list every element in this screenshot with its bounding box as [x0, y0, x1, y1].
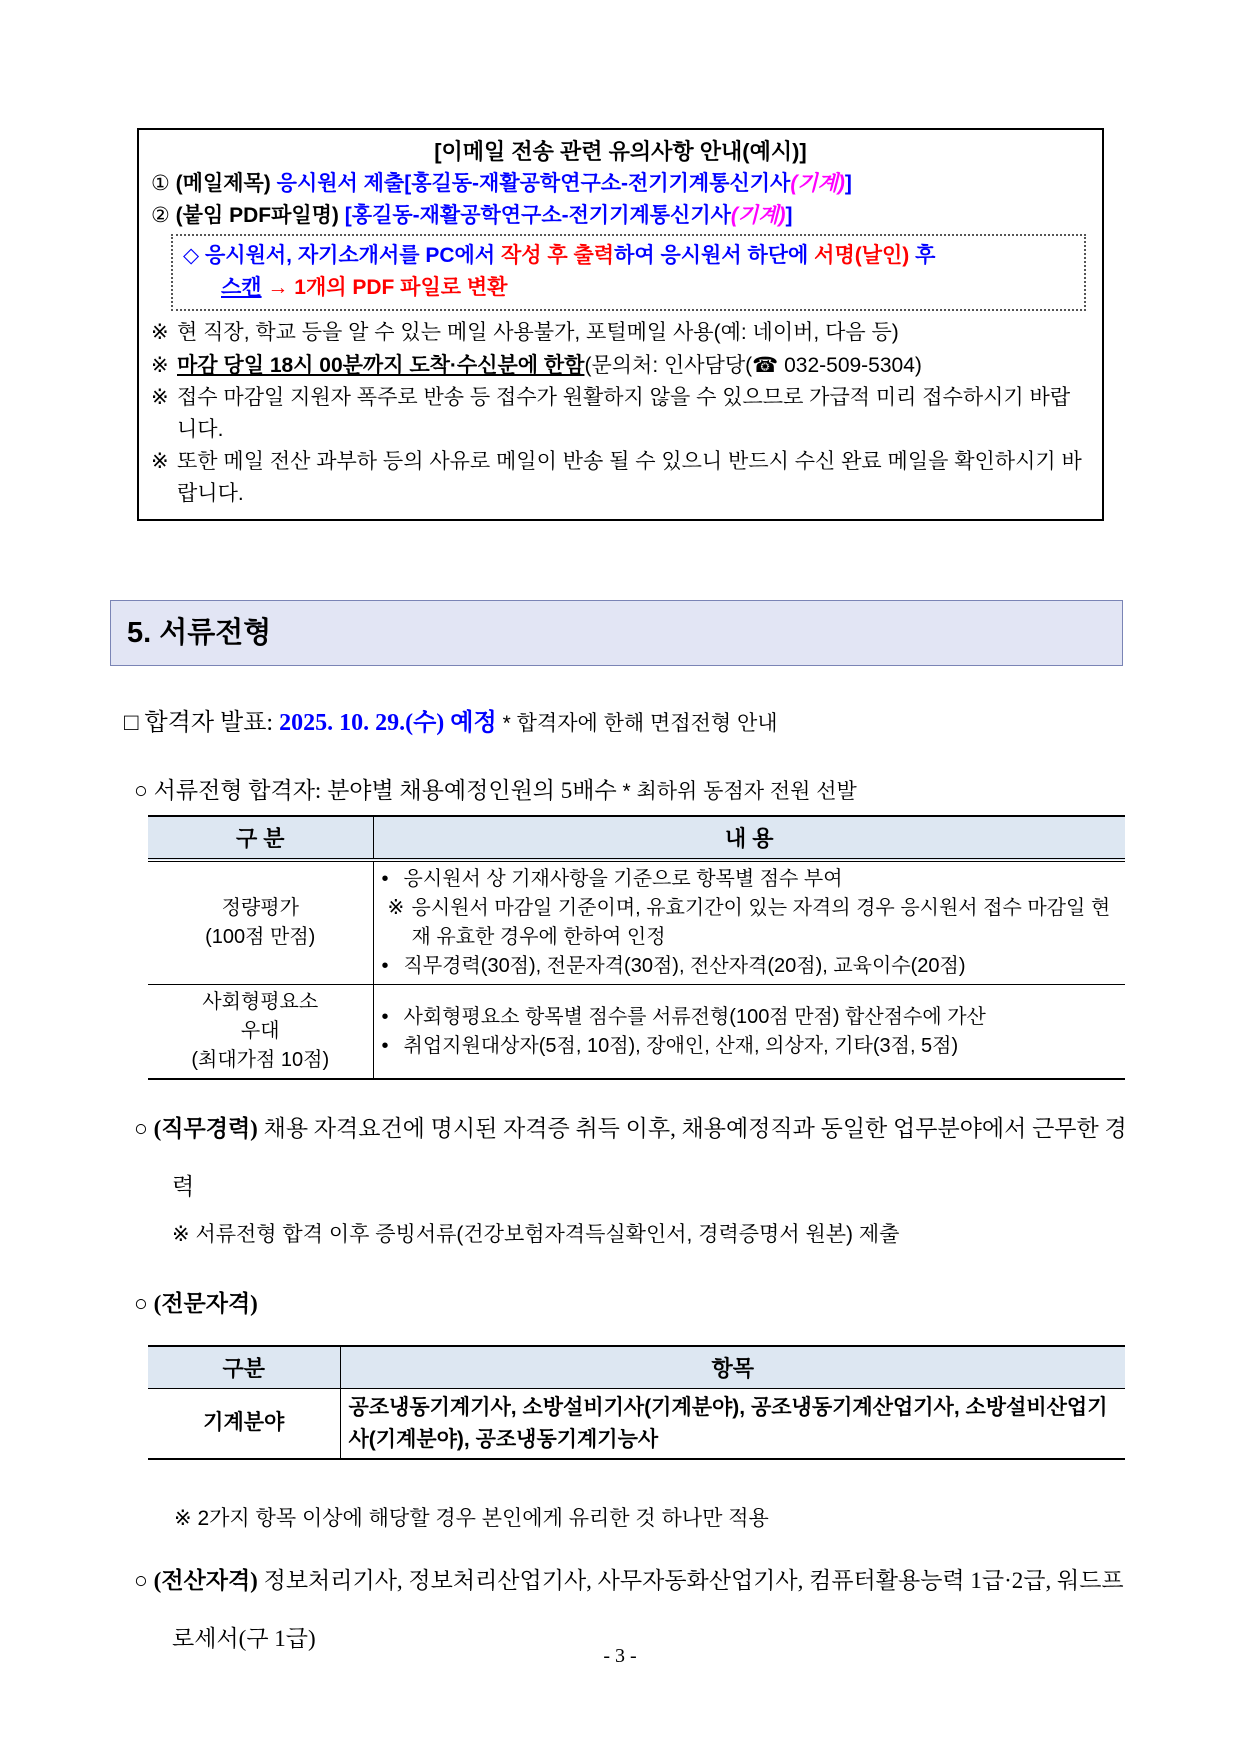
- bullet-icon: •: [381, 955, 389, 977]
- email-note-3-text: 접수 마감일 지원자 폭주로 반송 등 접수가 원활하지 않을 수 있으므로 가급적 미리 접수하시기 바랍니다.: [177, 386, 1071, 441]
- table-row-quantitative: [148, 860, 1125, 985]
- pass-announcement-line: [124, 702, 1144, 737]
- job-experience-note-text: 서류전형 합격 이후 증빙서류(건강보험자격득실확인서, 경력증명서 원본) 제출: [195, 1223, 900, 1246]
- contact-info: (문의처: 인사담당(☎ 032-509-5304): [584, 353, 922, 377]
- category-line: 우대: [240, 1020, 280, 1042]
- category-line: 사회형평요소: [202, 991, 319, 1013]
- email-box-title: [이메일 전송 관련 유의사항 안내(예시)]: [434, 139, 807, 164]
- professional-cert-header-row: [148, 1346, 1125, 1389]
- announcement-note: * 합격자에 한해 면접전형 안내: [502, 712, 778, 735]
- circle-bullet: ○: [134, 1116, 148, 1141]
- table-row-machine-field: [148, 1389, 1125, 1460]
- professional-cert-heading: [134, 1285, 258, 1318]
- job-experience-note: [172, 1218, 1132, 1248]
- circle-bullet: ○: [134, 778, 148, 803]
- pdf-instruction-line2: [183, 272, 1074, 304]
- social-equity-content-cell: [373, 985, 1125, 1080]
- page-number: - 3 -: [603, 1645, 637, 1667]
- machine-field-category-cell: 기계분야: [148, 1389, 340, 1460]
- reference-mark: ※: [387, 897, 405, 919]
- email-subject-line: [151, 168, 1090, 200]
- circle-bullet: ○: [134, 1291, 148, 1316]
- email-note-4: [151, 446, 1090, 509]
- item1-bracket: ]: [844, 172, 852, 195]
- email-note-2: [151, 350, 1090, 382]
- email-note-2-text: [177, 350, 1090, 382]
- email-notice-box: [137, 128, 1104, 521]
- bullet-icon: •: [381, 1034, 389, 1057]
- section-title: 5. 서류전형: [127, 617, 272, 649]
- reference-mark: ※: [172, 1223, 190, 1246]
- professional-cert-label: (전문자격): [153, 1291, 258, 1316]
- quantitative-category-cell: [148, 860, 373, 985]
- email-note-1-text: 현 직장, 학교 등을 알 수 있는 메일 사용불가, 포털메일 사용(예: 네이버, 다음 등): [177, 321, 899, 344]
- pass-criteria-note: * 최하위 동점자 전원 선발: [622, 780, 857, 803]
- item1-value: 응시원서 제출[홍길동-재활공학연구소-전기기계통신기사: [276, 172, 791, 195]
- announcement-label: 합격자 발표:: [144, 710, 274, 736]
- content-item: [382, 1032, 1118, 1061]
- content-item-text: 취업지원대상자(5점, 10점), 장애인, 산재, 의상자, 기타(3점, 5점): [403, 1034, 959, 1057]
- item2-value: [홍길동-재활공학연구소-전기기계통신기사: [344, 203, 731, 227]
- professional-cert-table: [148, 1345, 1125, 1460]
- instruction-seg-5: 후: [915, 244, 936, 267]
- section-title-bar: [110, 600, 1123, 666]
- bullet-icon: •: [381, 868, 389, 890]
- email-note-1: [151, 317, 1090, 349]
- instruction-seg-4: 서명(날인): [814, 244, 910, 267]
- evaluation-table-header-row: [148, 816, 1125, 860]
- reference-mark: ※: [174, 1507, 192, 1530]
- category-line: (100점 만점): [205, 926, 316, 948]
- item2-bracket: ]: [785, 203, 793, 227]
- job-experience-text: 채용 자격요건에 명시된 자격증 취득 이후, 채용예정직과 동일한 업무분야에서 근무한 경력: [172, 1116, 1127, 1199]
- job-experience-label: (직무경력): [153, 1116, 258, 1141]
- item1-category: (기계): [790, 172, 845, 195]
- bullet-icon: •: [381, 1005, 389, 1028]
- scan-segment: 스캔: [221, 275, 262, 299]
- cert-header-items: 항목: [340, 1346, 1125, 1389]
- eval-header-category: 구 분: [148, 816, 373, 860]
- category-line: 정량평가: [221, 897, 299, 919]
- machine-field-items-cell: 공조냉동기계기사, 소방설비기사(기계분야), 공조냉동기계산업기사, 소방설비산업기사(기계분야), 공조냉동기계기능사: [340, 1389, 1125, 1460]
- reference-mark: ※: [151, 386, 169, 409]
- email-note-4-text: 또한 메일 전산 과부하 등의 사유로 메일이 반송 될 수 있으니 반드시 수신 완료 메일을 확인하시기 바랍니다.: [177, 450, 1082, 505]
- announcement-date: 2025. 10. 29.(수) 예정: [279, 710, 497, 736]
- cert-header-category: 구분: [148, 1346, 340, 1389]
- email-note-3: [151, 382, 1090, 445]
- quantitative-content-cell: [373, 860, 1125, 985]
- square-bullet: □: [124, 710, 139, 736]
- reference-mark: ※: [151, 353, 169, 377]
- pass-criteria-text: 서류전형 합격자: 분야별 채용예정인원의 5배수: [153, 778, 617, 803]
- reference-mark: ※: [151, 321, 169, 344]
- item1-number: ①: [151, 172, 170, 195]
- arrow-icon: →: [267, 275, 289, 299]
- item1-label: (메일제목): [175, 172, 271, 195]
- instruction-seg-3: 하여 응시원서 하단에: [614, 244, 809, 267]
- content-item: [382, 952, 1118, 981]
- item2-label: (붙임 PDF파일명): [175, 203, 339, 227]
- professional-cert-note: [174, 1502, 1114, 1532]
- category-line: (최대가점 10점): [191, 1049, 330, 1071]
- job-experience-paragraph: [134, 1100, 1139, 1215]
- computer-cert-label: (전산자격): [153, 1568, 258, 1593]
- circle-bullet: ○: [134, 1568, 148, 1593]
- content-item: [382, 894, 1118, 952]
- content-item: [382, 865, 1118, 894]
- eval-header-content: 내 용: [373, 816, 1125, 860]
- deadline-emphasis: 마감 당일 18시 00분까지 도착·수신분에 한함: [177, 353, 585, 377]
- content-item-text: 응시원서 상 기재사항을 기준으로 항목별 점수 부여: [403, 868, 843, 890]
- evaluation-table: [148, 815, 1125, 1080]
- content-item-text: 직무경력(30점), 전문자격(30점), 전산자격(20점), 교육이수(20점): [403, 955, 966, 977]
- convert-segment: 1개의 PDF 파일로 변환: [294, 275, 508, 299]
- computer-cert-text: 정보처리기사, 정보처리산업기사, 사무자동화산업기사, 컴퓨터활용능력 1급·2급, 워드프로세서(구 1급): [172, 1568, 1124, 1651]
- reference-mark: ※: [151, 450, 169, 473]
- item2-number: ②: [151, 203, 170, 227]
- social-equity-category-cell: [148, 985, 373, 1080]
- pdf-instruction-line1: [183, 240, 1074, 272]
- table-row-social-equity: [148, 985, 1125, 1080]
- content-item-text: 응시원서 마감일 기준이며, 유효기간이 있는 자격의 경우 응시원서 접수 마감일 현재 유효한 경우에 한하여 인정: [411, 897, 1111, 948]
- professional-cert-note-text: 2가지 항목 이상에 해당할 경우 본인에게 유리한 것 하나만 적용: [197, 1507, 769, 1530]
- instruction-seg-2: 작성 후 출력: [500, 244, 615, 267]
- instruction-seg-1: 응시원서, 자기소개서를 PC에서: [205, 244, 496, 267]
- diamond-bullet: ◇: [183, 244, 200, 267]
- email-filename-line: [151, 200, 1090, 232]
- pdf-instruction-box: [171, 234, 1086, 311]
- content-item-text: 사회형평요소 항목별 점수를 서류전형(100점 만점) 합산점수에 가산: [403, 1005, 986, 1028]
- pass-criteria-line: [134, 772, 1144, 805]
- item2-category: (기계): [730, 203, 786, 227]
- content-item: [382, 1003, 1118, 1032]
